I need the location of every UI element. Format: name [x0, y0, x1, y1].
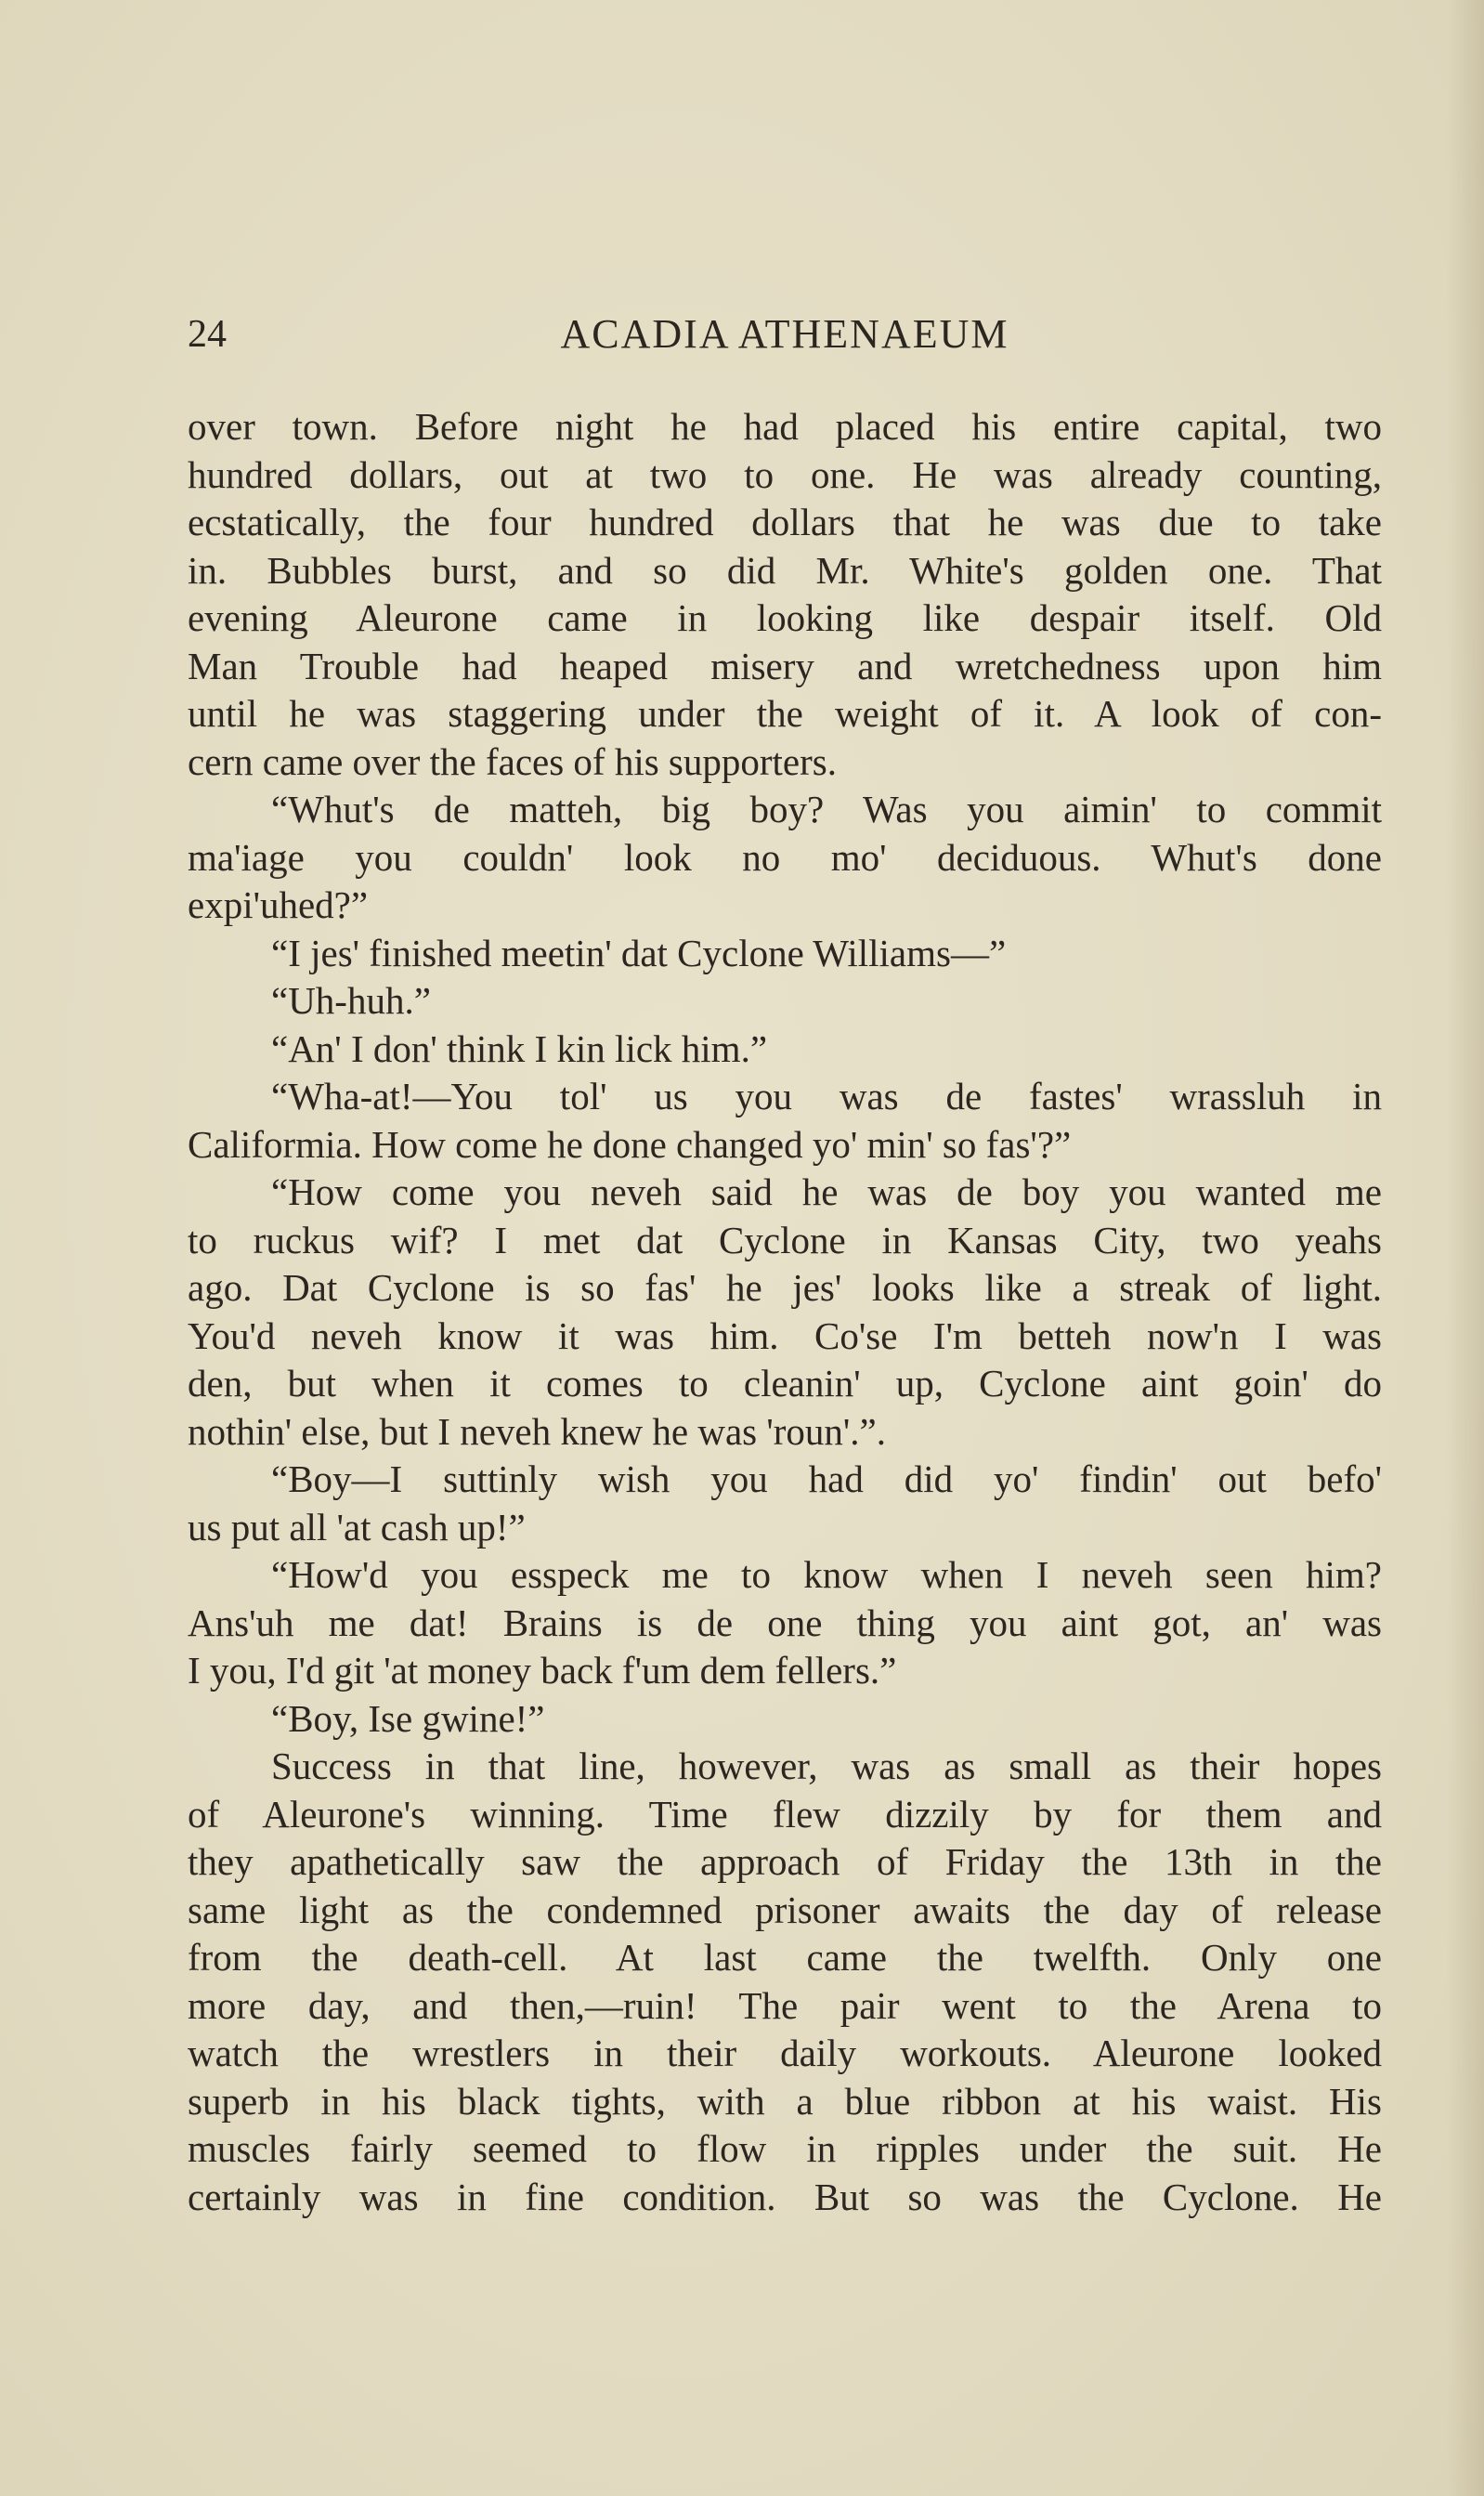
text-line: den, but when it comes to cleanin' up, Cyclone aint goin' do — [188, 1362, 1382, 1405]
running-title: ACADIA ATHENAEUM — [560, 311, 1009, 357]
text-line: You'd neveh know it was him. Co'se I'm betteh now'n I was — [188, 1313, 1382, 1357]
text-line: “Uh-huh.” — [271, 979, 431, 1022]
text-line: “An' I don' think I kin lick him.” — [271, 1026, 768, 1070]
text-line: over town. Before night he had placed his entire capital, two — [188, 405, 1382, 448]
text-line: “Boy, Ise gwine!” — [271, 1696, 545, 1740]
page-header — [188, 307, 1382, 362]
text-line: “How come you neveh said he was de boy you wanted me — [271, 1170, 1382, 1213]
text-line: Ans'uh me dat! Brains is de one thing you aint got, an' was — [188, 1601, 1382, 1644]
text-line: “Wha-at!—You tol' us you was de fastes' wrassluh in — [271, 1075, 1382, 1117]
text-line: ecstatically, the four hundred dollars that he was due to take — [188, 501, 1382, 543]
body-text — [188, 403, 1382, 2221]
text-line: more day, and then,—ruin! The pair went to the Arena to — [188, 1983, 1382, 2027]
text-line: us put all 'at cash up!” — [188, 1505, 526, 1549]
text-line: “Boy—I suttinly wish you had did yo' findin' out befo' — [271, 1457, 1382, 1500]
text-line: Califormia. How come he done changed yo' min' so fas'?” — [188, 1122, 1072, 1166]
text-line: superb in his black tights, with a blue ribbon at his waist. His — [188, 2079, 1382, 2123]
text-line: watch the wrestlers in their daily workouts. Aleurone looked — [188, 2032, 1382, 2074]
text-line: “Whut's de matteh, big boy? Was you aimin' to commit — [271, 788, 1382, 830]
text-line: from the death-cell. At last came the twelfth. Only one — [188, 1936, 1382, 1979]
text-line: expi'uhed?” — [188, 883, 369, 926]
text-line: “I jes' finished meetin' dat Cyclone Williams—” — [271, 931, 1007, 974]
text-line: to ruckus wif? I met dat Cyclone in Kansas City, two yeahs — [188, 1218, 1382, 1261]
text-line: Success in that line, however, was as small as their hopes — [271, 1745, 1382, 1787]
text-line: Man Trouble had heaped misery and wretchedness upon him — [188, 644, 1382, 687]
text-line: of Aleurone's winning. Time flew dizzily by for them and — [188, 1792, 1382, 1836]
text-line: in. Bubbles burst, and so did Mr. White's golden one. That — [188, 548, 1382, 592]
text-line: cern came over the faces of his supporters. — [188, 739, 837, 783]
text-line: until he was staggering under the weight of it. A look of con- — [188, 692, 1382, 735]
text-line: I you, I'd git 'at money back f'um dem fellers.” — [188, 1649, 897, 1692]
text-line: hundred dollars, out at two to one. He was already counting, — [188, 452, 1382, 496]
text-line: ago. Dat Cyclone is so fas' he jes' looks like a streak of light. — [188, 1266, 1382, 1309]
text-line: evening Aleurone came in looking like despair itself. Old — [188, 596, 1382, 639]
text-line: ma'iage you couldn' look no mo' deciduous. Whut's done — [188, 835, 1382, 879]
text-line: they apathetically saw the approach of Friday the 13th in the — [188, 1840, 1382, 1883]
text-line: muscles fairly seemed to flow in ripples under the suit. He — [188, 2127, 1382, 2170]
text-line: nothin' else, but I neveh knew he was 'roun'.”. — [188, 1409, 886, 1453]
page-edge-shadow — [1447, 0, 1484, 2496]
text-line: “How'd you esspeck me to know when I neveh seen him? — [271, 1553, 1382, 1596]
text-line: same light as the condemned prisoner awaits the day of release — [188, 1888, 1382, 1931]
text-line: certainly was in fine condition. But so was the Cyclone. He — [188, 2175, 1382, 2218]
page-number: 24 — [188, 313, 227, 356]
